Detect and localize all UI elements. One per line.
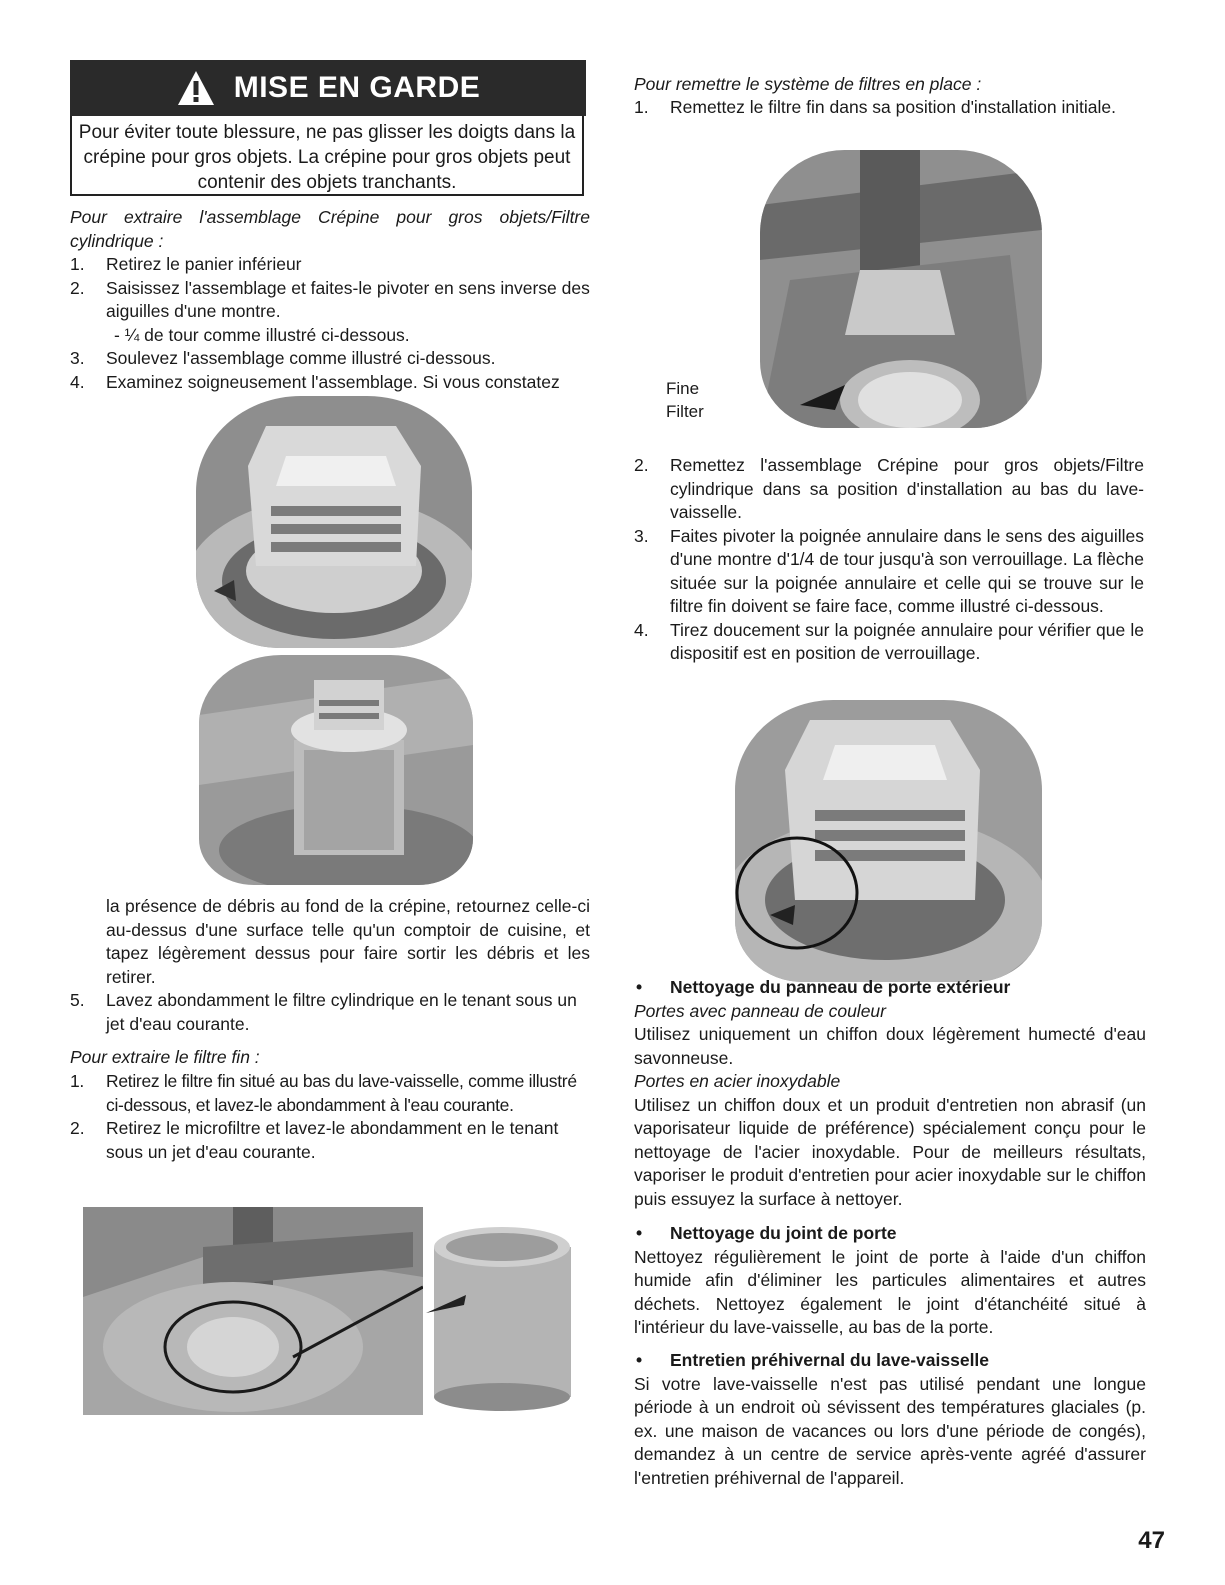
remove-assembly-heading: Pour extraire l'assemblage Crépine pour gros objets/Filtre cylindrique : [70,207,590,251]
step4-continued: la présence de débris au fond de la crépine, retournez celle-ci au-dessus d'une surface telle qu'un comptoir de cuisine, et tapez légèrement dessus pour faire sortir les débris et les retirer. [106,896,590,987]
remove-fine-steps [70,1070,590,1164]
list-item: - ¼ de tour comme illustré ci-dessous. [114,324,410,345]
list-item: 2. Saisissez l'assemblage et faites-le pivoter en sens inverse des aiguilles d'une montre. [70,277,590,321]
remove-assembly-steps [70,253,590,394]
fine-filter-photo [83,1207,423,1415]
section-title: • Entretien préhivernal du lave-vaisselle [636,1350,990,1370]
section-winterizing [634,1349,1146,1490]
strainer-rotate-photo [196,396,472,648]
warning-triangle-icon [176,69,216,107]
warning-text: Pour éviter toute blessure, ne pas glisser les doigts dans la crépine pour gros objets. La crépine pour gros objets peut contenir des objets tranchants. [70,116,584,196]
list-item: 1. Retirez le panier inférieur [70,254,302,274]
section-door-seal [634,1222,1146,1340]
section-paragraph: Utilisez un chiffon doux et un produit d'entretien non abrasif (un vaporisateur liquide de préférence) spécialement conçu pour le nettoyage de l'acier inoxydable. Pour de meilleurs résultats, vaporiser le produit d'entretien pour acier inoxydable sur le chiffon puis essuyez la surface à nettoyer. [634,1094,1146,1209]
step5 [70,989,590,1036]
fine-filter-label: Fine [666,379,700,398]
microfilter-photo [426,1225,579,1415]
section-paragraph: Nettoyez régulièrement le joint de porte à l'aide d'un chiffon humide afin d'éliminer les particules alimentaires et autres déchets. Nettoyez également le joint d'étanchéité situé à l'intérieur du lave-vaisselle, au bas de la porte. [634,1246,1146,1337]
warning-title: MISE EN GARDE [233,71,481,104]
section-title: • Nettoyage du panneau de porte extérieur [636,977,1011,997]
list-item: 5. Lavez abondamment le filtre cylindrique en le tenant sous un jet d'eau courante. [70,990,577,1034]
list-item: 2. Retirez le microfiltre et lavez-le abondamment en le tenant sous un jet d'eau courante. [70,1118,559,1162]
replace-step1 [634,96,1146,120]
list-item: 3. Soulevez l'assemblage comme illustré ci-dessous. [70,348,496,368]
section-paragraph: Si votre lave-vaisselle n'est pas utilisé pendant une longue période à un endroit où sévissent des températures glaciales (p. ex. une maison de vacances ou lors d'une période de congés), demandez à un centre de service après-vente agréé d'assurer l'entretien préhivernal de l'appareil. [634,1373,1146,1488]
section-subtitle: Portes avec panneau de couleur [634,1000,886,1021]
lock-alignment-photo [735,700,1042,982]
list-item: 2. Remettez l'assemblage Crépine pour gros objets/Filtre cylindrique dans sa position d'installation au bas du lave-vaisselle. [634,455,1144,522]
list-item: 3. Faites pivoter la poignée annulaire dans le sens des aiguilles d'une montre d'1/4 de tour jusqu'à son verrouillage. La flèche située sur la poignée annulaire et celle qui se trouve sur le filtre fin doivent se faire face, comme illustré ci-dessous. [634,525,1144,616]
fine-filter-label: Filter [666,402,704,421]
warning-header [70,60,586,116]
section-subtitle: Portes en acier inoxydable [634,1071,841,1091]
replace-steps [634,454,1144,666]
replace-heading: Pour remettre le système de filtres en place : [634,74,982,94]
list-item: 1. Retirez le filtre fin situé au bas du lave-vaisselle, comme illustré ci-dessous, et lavez-le abondamment à l'eau courante. [70,1071,577,1115]
page-number: 47 [1138,1527,1165,1554]
list-item: 1. Remettez le filtre fin dans sa position d'installation initiale. [634,97,1116,117]
list-item: 4. Examinez soigneusement l'assemblage. Si vous constatez [70,371,560,392]
remove-fine-heading: Pour extraire le filtre fin : [70,1047,260,1067]
strainer-lift-photo [199,655,473,885]
section-title: • Nettoyage du joint de porte [636,1223,897,1243]
section-exterior-door [634,976,1146,1211]
section-paragraph: Utilisez uniquement un chiffon doux légèrement humecté d'eau savonneuse. [634,1024,1146,1068]
fine-filter-install-photo [760,150,1042,428]
list-item: 4. Tirez doucement sur la poignée annulaire pour vérifier que le dispositif est en position de verrouillage. [634,619,1144,663]
